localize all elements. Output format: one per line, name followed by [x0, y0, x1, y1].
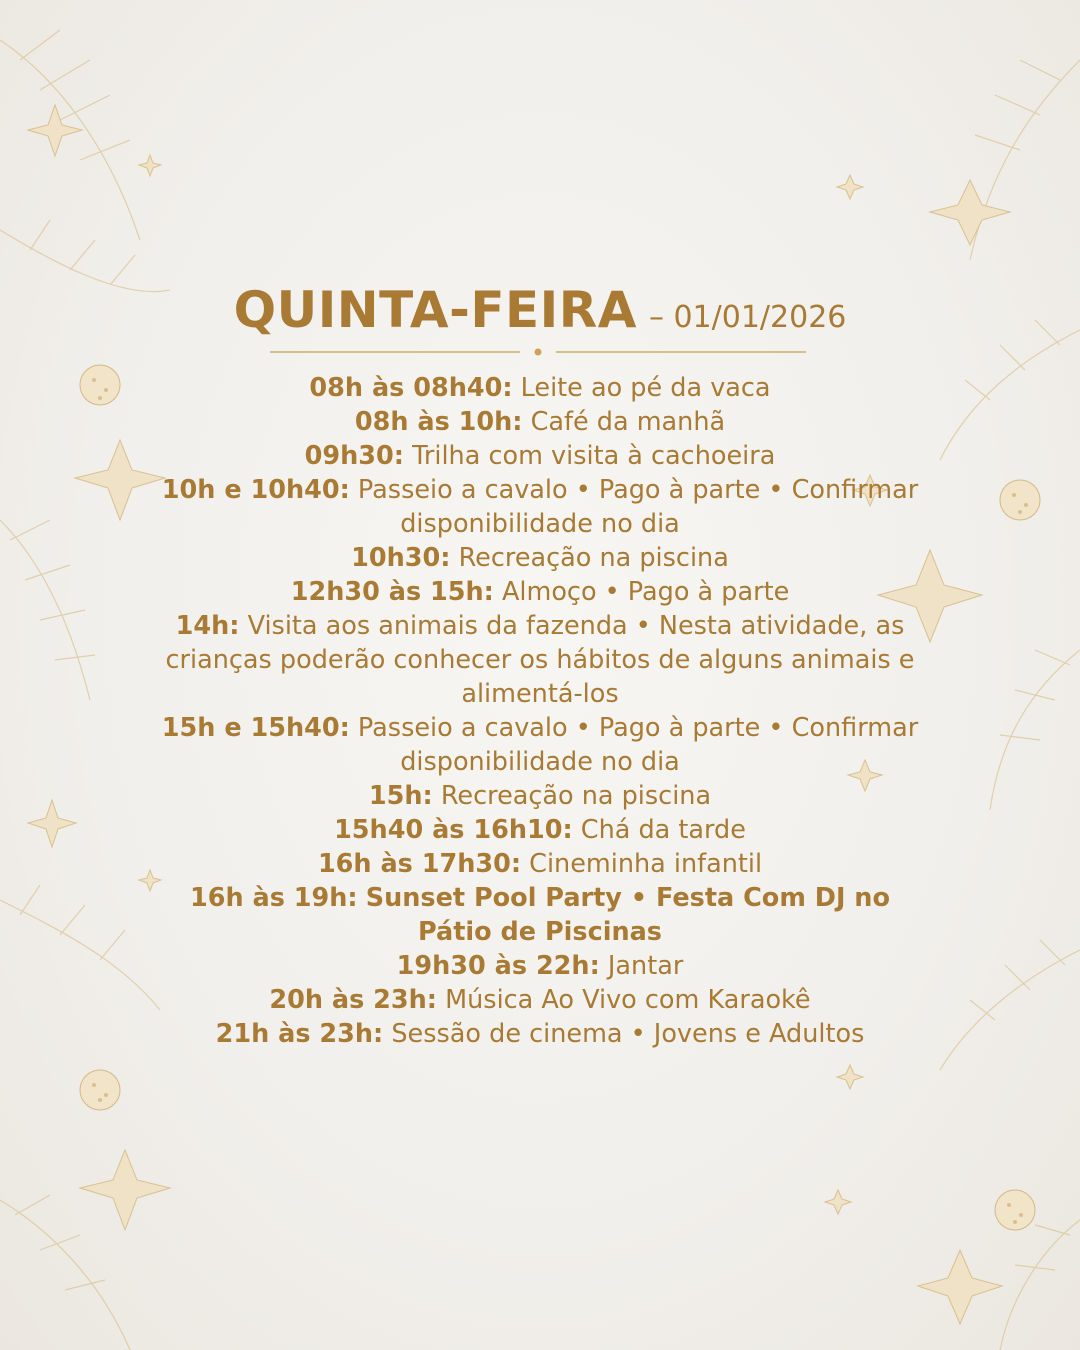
date-label: – 01/01/2026 [648, 300, 847, 335]
schedule-time: 08h às 10h: [354, 407, 523, 437]
schedule-time: 10h e 10h40: [161, 475, 350, 505]
schedule-item [140, 711, 940, 779]
schedule-item [140, 575, 940, 609]
schedule-description: Almoço • Pago à parte [501, 577, 790, 607]
schedule-description: Chá da tarde [580, 815, 746, 845]
title-divider [260, 345, 820, 359]
schedule-description: Visita aos animais da fazenda • Nesta atividade, as crianças poderão conhecer os hábitos de alguns animais e alimentá-los [165, 611, 915, 709]
schedule-time: 15h e 15h40: [161, 713, 350, 743]
schedule-item [140, 609, 940, 711]
schedule-time: 16h às 19h: [190, 883, 358, 913]
schedule-list [140, 371, 940, 1051]
schedule-description: Música Ao Vivo com Karaokê [445, 985, 811, 1015]
schedule-time: 09h30: [304, 441, 404, 471]
schedule-time: 19h30 às 22h: [396, 951, 600, 981]
schedule-time: 10h30: [351, 543, 451, 573]
schedule-time: 20h às 23h: [269, 985, 438, 1015]
schedule-description: Recreação na piscina [458, 543, 729, 573]
schedule-item [140, 473, 940, 541]
schedule-time: 14h: [175, 611, 240, 641]
schedule-item [140, 949, 940, 983]
schedule-description: Passeio a cavalo • Pago à parte • Confirmar disponibilidade no dia [357, 713, 919, 777]
schedule-time: 16h às 17h30: [317, 849, 522, 879]
schedule-time: 15h40 às 16h10: [334, 815, 573, 845]
schedule-description: Recreação na piscina [440, 781, 712, 811]
schedule-description: Café da manhã [530, 407, 726, 437]
schedule-item [140, 405, 940, 439]
schedule-time: 15h: [368, 781, 433, 811]
schedule-item [140, 813, 940, 847]
schedule-description: Sunset Pool Party • Festa Com DJ no Pátio de Piscinas [365, 883, 890, 947]
schedule-time: 21h às 23h: [215, 1019, 384, 1049]
schedule-item [140, 439, 940, 473]
title-row [140, 281, 940, 339]
schedule-description: Jantar [607, 951, 684, 981]
schedule-description: Trilha com visita à cachoeira [412, 441, 776, 471]
schedule-description: Passeio a cavalo • Pago à parte • Confirmar disponibilidade no dia [357, 475, 919, 539]
schedule-description: Cineminha infantil [529, 849, 763, 879]
schedule-item [140, 541, 940, 575]
schedule-description: Leite ao pé da vaca [520, 373, 771, 403]
day-title: QUINTA-FEIRA [233, 281, 637, 339]
schedule-description: Sessão de cinema • Jovens e Adultos [391, 1019, 865, 1049]
schedule-item [140, 881, 940, 949]
schedule-item [140, 779, 940, 813]
schedule-item [140, 1017, 940, 1051]
schedule-item [140, 371, 940, 405]
schedule-item [140, 847, 940, 881]
schedule-item [140, 983, 940, 1017]
schedule-time: 08h às 08h40: [309, 373, 513, 403]
schedule-time: 12h30 às 15h: [290, 577, 494, 607]
schedule-card [140, 281, 940, 1051]
